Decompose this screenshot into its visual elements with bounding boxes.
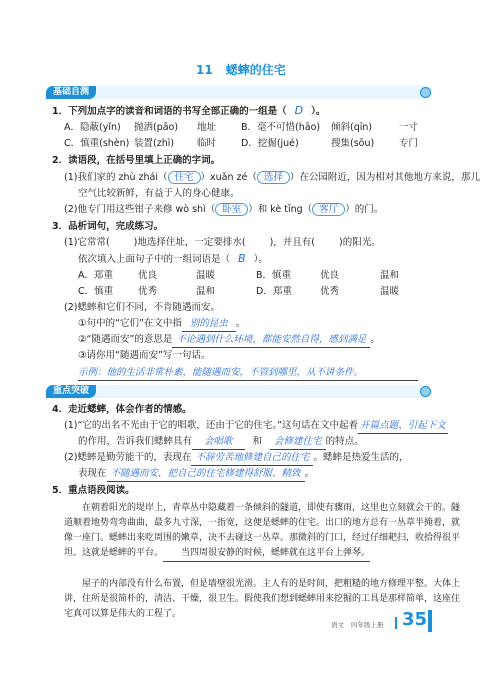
question-2-line-3: (2)他专门用这些钳子来修 wò shì（ 卧室 ）和 kè tīng（ 客厅 ）的门。 xyxy=(64,204,384,215)
question-3-sentence-1: (1)它常常( )地选择住址，一定要排水( )，并且有( )的阳光。 xyxy=(64,237,381,248)
lesson-number: 11 xyxy=(196,63,213,77)
question-5-stem: 5．重点语段阅读。 xyxy=(52,485,135,496)
underlined-sentence: 当四周很安静的时候，蟋蟀就在这平台上弹琴。 xyxy=(163,546,370,562)
question-3-sentence-6: ③请你用“随遇而安”写一句话。 xyxy=(78,350,211,361)
section-label-basic: 基础自测 xyxy=(46,86,96,99)
question-3-sentence-4: ①句中的“它们”在文中指 别的昆虫 。 xyxy=(78,317,245,332)
question-3-sentence-2: 依次填入上面句子中的一组词语是（ B ）。 xyxy=(78,252,268,265)
answer-keting: 客厅 xyxy=(312,203,345,216)
question-4-line-2: 的作用，告诉我们蟋蟀具有 会唱歌 和 会修建住宅 的特点。 xyxy=(78,435,364,450)
answer-woshi: 卧室 xyxy=(215,203,248,216)
footer-divider xyxy=(395,617,397,629)
section-bar-basic xyxy=(46,86,432,99)
reading-paragraph-1: 在朝着阳光的堤岸上，青草丛中隐藏着一条倾斜的隧道，即使有骤雨，这里也立刻就会干的。隧道顺着地势弯弯曲曲，最多九寸深，一指宽，这便是蟋蟀的住宅。出口的地方总有一丛草半掩着，就像一座门。蟋蟀出来吃周围的嫩草，决不去碰这一丛草。那微斜的门口，经过仔细耙扫，收拾得很平坦。这就是蟋蟀的平台。 当四周很安静的时候，蟋蟀就在这平台上弹琴。 xyxy=(64,501,464,562)
page-number: 35 xyxy=(402,609,428,630)
question-3-answer: B xyxy=(238,252,246,265)
lesson-name: 蟋蟀的住宅 xyxy=(225,63,286,77)
section-bar-key xyxy=(46,385,432,398)
lesson-title xyxy=(196,59,286,78)
footer-grade: 四年级上册 xyxy=(351,621,384,629)
question-4-stem: 4．走近蟋蟀，体会作者的情感。 xyxy=(52,404,192,415)
question-4-line-4: 表现在 不随遇而安，把自己的住宅修建得舒服、精致 。 xyxy=(78,467,314,482)
answer-example-sentence: 示例：他的生活非常朴素，能随遇而安，不管到哪里，从不讲条件。 xyxy=(78,366,418,381)
answer-trait-1: 会唱歌 xyxy=(192,435,245,450)
question-1-stem: 1．下列加点字的读音和词语的书写全部正确的一组是（ D ）。 xyxy=(52,104,326,117)
question-1-answer: D xyxy=(294,104,304,117)
question-2-line-2: 空气比较新鲜，有益于人的身心健康。 xyxy=(78,188,240,199)
question-4-line-1: (1)“它的出名不光由于它的唱歌，还由于它的住宅。”这句话在文中起着 开篇点题、引起下文 xyxy=(64,419,448,434)
question-4-line-3: (2)蟋蟀是勤劳能干的，表现在 不辞劳苦地修建自己的住宅 。蟋蟀是热爱生活的， xyxy=(64,451,409,466)
question-3-sentence-3: (2)蟋蟀和它们不同，不肯随遇而安。 xyxy=(64,302,220,313)
answer-hardworking: 不辞劳苦地修建自己的住宅 xyxy=(191,451,313,466)
circle-icon xyxy=(420,87,431,98)
answer-love-life: 不随遇而安，把自己的住宅修建得舒服、精致 xyxy=(107,467,305,482)
answer-xuanze: 选择 xyxy=(257,171,290,184)
reading-paragraph-2: 屋子的内部没有什么布置，但是墙壁很光滑。主人有的是时间，把粗糙的地方修理平整。大体上讲，住所是很简朴的，清洁、干燥，很卫生。假使我们想到蟋蟀用来挖掘的工具是那样简单，这座住宅真可以算是伟大的工程了。 xyxy=(64,579,461,619)
question-2-stem: 2．读语段，在括号里填上正确的字词。 xyxy=(52,155,221,166)
footer-subject: 语文 xyxy=(331,621,344,629)
answer-tamen: 别的昆虫 xyxy=(182,317,236,332)
question-2-line-1: (1)我们家的 zhù zhái（ 住宅 ）xuǎn zé（ 选择 ）在公园附近，因为相对其他地方来说，那儿 xyxy=(64,172,480,183)
circle-icon xyxy=(420,386,431,397)
question-3-sentence-5: ②“随遇而安”的意思是 不论遇到什么环境，都能安然自得，感到满足 。 xyxy=(78,333,380,348)
answer-zhuzhai: 住宅 xyxy=(168,171,201,184)
question-3-stem: 3．品析词句，完成练习。 xyxy=(52,221,164,232)
answer-meaning: 不论遇到什么环境，都能安然自得，感到满足 xyxy=(172,333,370,348)
footer-edge-bar xyxy=(428,610,432,632)
section-label-key: 重点突破 xyxy=(46,385,96,398)
answer-role: 开篇点题、引起下文 xyxy=(358,419,448,434)
answer-trait-2: 会修建住宅 xyxy=(270,435,326,450)
